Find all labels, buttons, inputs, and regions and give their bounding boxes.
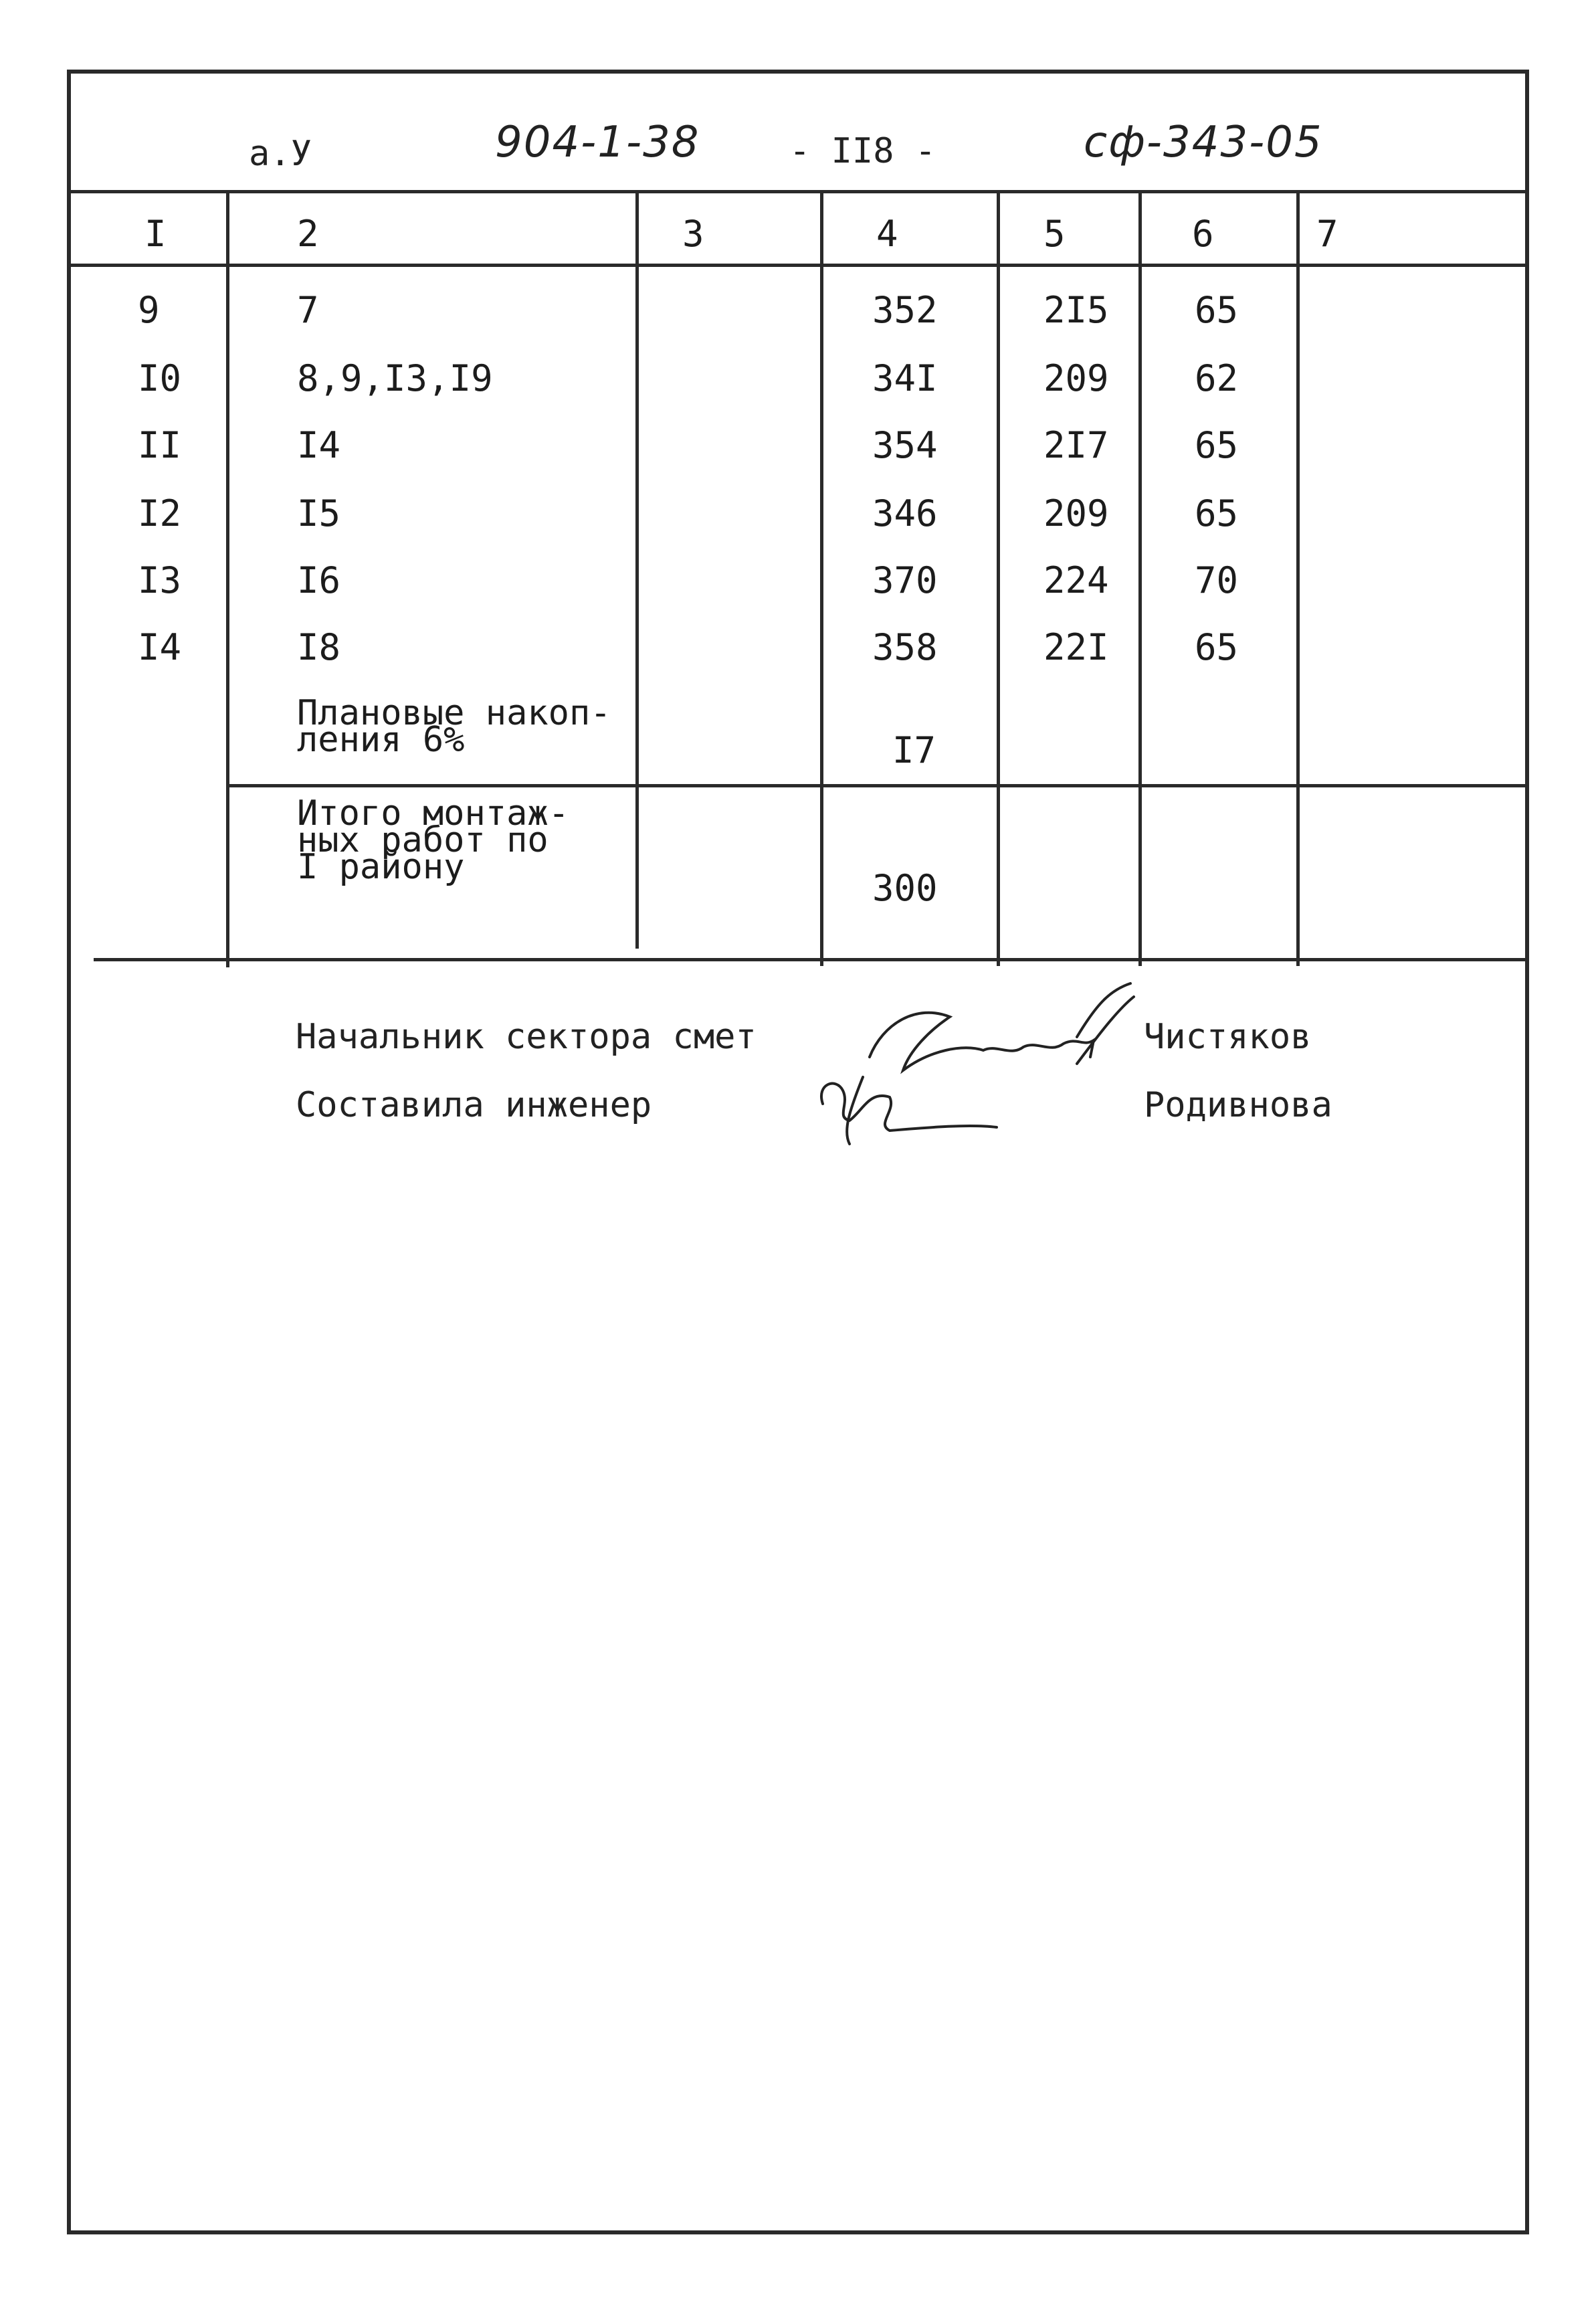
row-col6: 65 bbox=[1195, 289, 1239, 331]
planned-label: Плановые накоп- ления 6% bbox=[297, 693, 611, 760]
row-number: I3 bbox=[138, 559, 182, 601]
col-divider-3 bbox=[820, 193, 823, 966]
signature-role-engineer: Составила инженер bbox=[296, 1085, 652, 1125]
col-divider-5 bbox=[1138, 193, 1142, 966]
row-col5: 209 bbox=[1043, 492, 1109, 535]
header-project-code: 904-1-38 bbox=[495, 118, 700, 167]
signature-name-engineer: Родивнова bbox=[1144, 1085, 1332, 1125]
row-col6: 65 bbox=[1195, 424, 1239, 466]
row-col5: 209 bbox=[1043, 357, 1109, 399]
total-label: Итого монтаж- ных работ по I району bbox=[297, 793, 569, 887]
column-header-1: I bbox=[144, 213, 167, 255]
column-header-3: 3 bbox=[682, 213, 704, 255]
row-ref: 8,9,I3,I9 bbox=[297, 357, 493, 399]
row-col6: 65 bbox=[1195, 492, 1239, 535]
row-ref: I4 bbox=[297, 424, 341, 466]
table-header-rule bbox=[67, 264, 1529, 267]
col-divider-1 bbox=[226, 193, 229, 967]
row-number: I2 bbox=[138, 492, 182, 535]
row-ref: I8 bbox=[297, 626, 341, 668]
page-frame bbox=[67, 70, 1529, 2234]
column-header-5: 5 bbox=[1043, 213, 1066, 255]
row-number: 9 bbox=[138, 289, 160, 331]
col-divider-4 bbox=[997, 193, 1000, 966]
row-col5: 22I bbox=[1043, 626, 1109, 668]
row-number: II bbox=[138, 424, 182, 466]
header-stamp: а.У bbox=[249, 134, 312, 174]
table-total-rule bbox=[226, 784, 1529, 787]
header-page-number: - II8 - bbox=[789, 131, 936, 171]
row-ref: I5 bbox=[297, 492, 341, 535]
column-header-6: 6 bbox=[1192, 213, 1214, 255]
table-top-rule bbox=[67, 190, 1529, 193]
row-ref: I6 bbox=[297, 559, 341, 601]
row-col6: 65 bbox=[1195, 626, 1239, 668]
row-col5: 224 bbox=[1043, 559, 1109, 601]
header-sheet-code: сф-343-05 bbox=[1084, 118, 1323, 167]
column-header-7: 7 bbox=[1316, 213, 1338, 255]
row-ref: 7 bbox=[297, 289, 319, 331]
planned-value: I7 bbox=[892, 729, 936, 771]
row-number: I4 bbox=[138, 626, 182, 668]
row-col4: 34I bbox=[872, 357, 938, 399]
row-col4: 346 bbox=[872, 492, 938, 535]
row-col6: 70 bbox=[1195, 559, 1239, 601]
row-col4: 358 bbox=[872, 626, 938, 668]
row-col4: 352 bbox=[872, 289, 938, 331]
row-col4: 354 bbox=[872, 424, 938, 466]
column-header-2: 2 bbox=[297, 213, 319, 255]
row-col5: 2I7 bbox=[1043, 424, 1109, 466]
signature-role-head: Начальник сектора смет bbox=[296, 1017, 757, 1057]
col-divider-6 bbox=[1296, 193, 1300, 966]
total-value: 300 bbox=[872, 867, 938, 909]
table-bottom-rule bbox=[94, 958, 1529, 961]
signature-name-head: Чистяков bbox=[1144, 1017, 1312, 1057]
row-col5: 2I5 bbox=[1043, 289, 1109, 331]
row-col6: 62 bbox=[1195, 357, 1239, 399]
row-number: I0 bbox=[138, 357, 182, 399]
row-col4: 370 bbox=[872, 559, 938, 601]
col-divider-2 bbox=[635, 193, 639, 949]
handwritten-signature bbox=[796, 977, 1144, 1151]
column-header-4: 4 bbox=[876, 213, 898, 255]
